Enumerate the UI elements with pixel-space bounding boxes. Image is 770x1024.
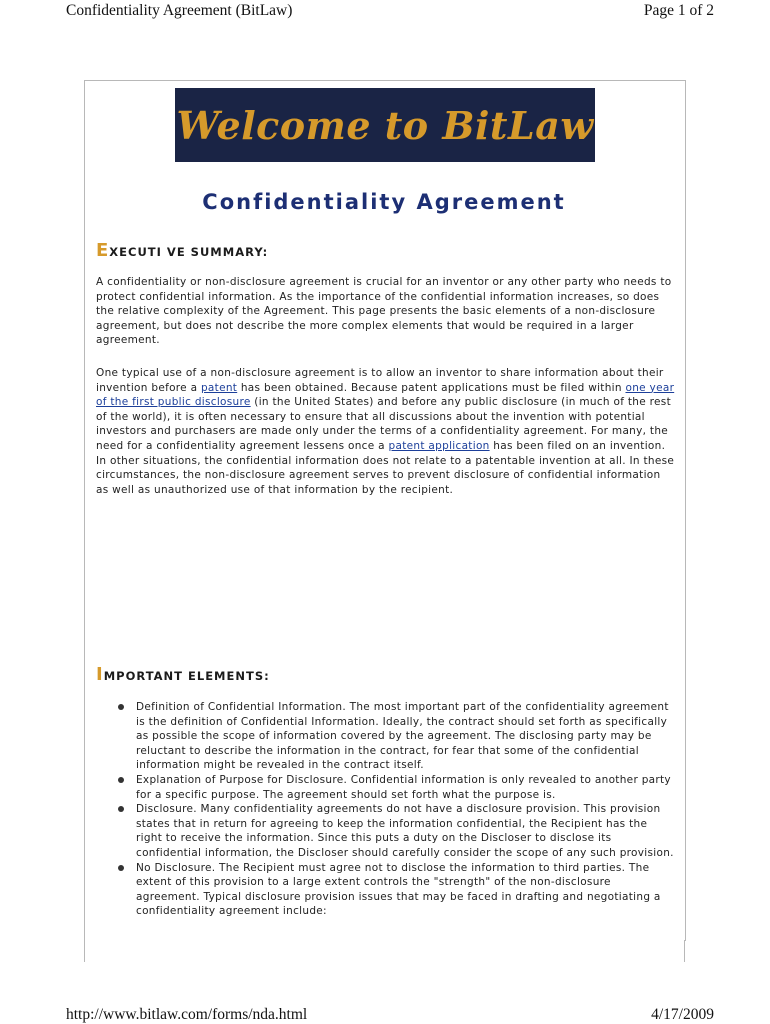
list-item: [116, 802, 676, 860]
patent-link[interactable]: patent: [200, 381, 238, 394]
heading-rest: XECUTI VE SUMMARY:: [109, 245, 269, 259]
bullet-icon: [118, 704, 124, 710]
heading-initial: E: [96, 240, 110, 261]
bullet-icon: [118, 806, 124, 812]
list-item: [116, 861, 676, 919]
list-item: [116, 773, 676, 802]
public-disclosure-link[interactable]: one year of the first public disclosure: [96, 381, 675, 409]
page-total: 2: [706, 2, 714, 19]
document-title: Confidentiality Agreement: [202, 190, 566, 214]
heading-initial: I: [96, 664, 104, 685]
page-number: [644, 2, 714, 20]
list-item-text: Disclosure. Many confidentiality agreements do not have a disclosure provision. This provision states that in return for agreeing to keep the information confidential, the Recipient has the right to receive the information. Since this puts a duty on the Discloser to disclose its confidential information, the Discloser should carefully consider the scope of any such provision.: [136, 803, 674, 859]
banner-text: Welcome to BitLaw: [176, 102, 594, 148]
summary-paragraph-2: [96, 366, 676, 497]
para2-text-2: has been obtained. Because patent applications must be filed within: [237, 381, 626, 394]
important-elements-heading: [96, 664, 270, 685]
list-item-text: Explanation of Purpose for Disclosure. Confidential information is only revealed to another party for a specific purpose. The agreement should set forth what the purpose is.: [136, 773, 671, 801]
heading-rest: MPORTANT ELEMENTS:: [103, 669, 270, 683]
print-header-title: Confidentiality Agreement (BitLaw): [66, 2, 293, 19]
list-item-text: No Disclosure. The Recipient must agree not to disclose the information to third parties. The extent of this provision to a large extent controls the "strength" of the non-disclosure agreement. Typical disclosure provision issues that may be faced in drafting and negotiating a confidentiality agreement include:: [136, 861, 661, 918]
page-prefix: Page 1 of: [643, 2, 703, 19]
frame-edge-left: [84, 940, 85, 962]
print-header: [0, 0, 770, 24]
footer-url: http://www.bitlaw.com/forms/nda.html: [66, 1006, 308, 1023]
patent-application-link[interactable]: patent application: [388, 439, 490, 452]
frame-edge-right: [684, 940, 685, 962]
summary-paragraph-1: A confidentiality or non-disclosure agreement is crucial for an inventor or any other party who needs to protect confidential information. As the importance of the confidential information increases, so does the relative complexity of the Agreement. This page presents the basic elements of a non-disclosure agreement, but does not describe the more complex elements that would be required in a larger agreement.: [96, 276, 672, 347]
list-item: [116, 700, 676, 773]
print-footer: [0, 1004, 770, 1024]
list-item-text: Definition of Confidential Information. The most important part of the confidentiality agreement is the definition of Confidential Information. Ideally, the contract should set forth as specifically as possible the scope of information covered by the agreement. The disclosing party may be reluctant to describe the information in the contract, for fear that some of the confidential information might be revealed in the contract itself.: [136, 701, 669, 772]
executive-summary-heading: [96, 240, 268, 261]
para2-text-3: (in the United States) and before any public disclosure (in much of the rest of the world), it is often necessary to ensure that all discussions about the invention with potential investors and purchasers are made only under the terms of a confidentiality agreement. For many, the need for a confidentiality agreement lessens once a: [96, 396, 671, 452]
important-elements-list: [116, 700, 676, 919]
para2-text-4: has been filed on an invention. In other situations, the confidential information does not relate to a patentable invention at all. In these circumstances, the non-disclosure agreement serves to prevent disclosure of confidential information as well as unauthorized use of that information by the recipient.: [96, 439, 675, 496]
para2-text-1: One typical use of a non-disclosure agreement is to allow an inventor to share information about their invention before a: [96, 367, 664, 394]
footer-date: 4/17/2009: [651, 1006, 714, 1023]
bullet-icon: [118, 865, 124, 871]
bullet-icon: [118, 777, 124, 783]
bitlaw-logo-banner: [175, 88, 595, 162]
